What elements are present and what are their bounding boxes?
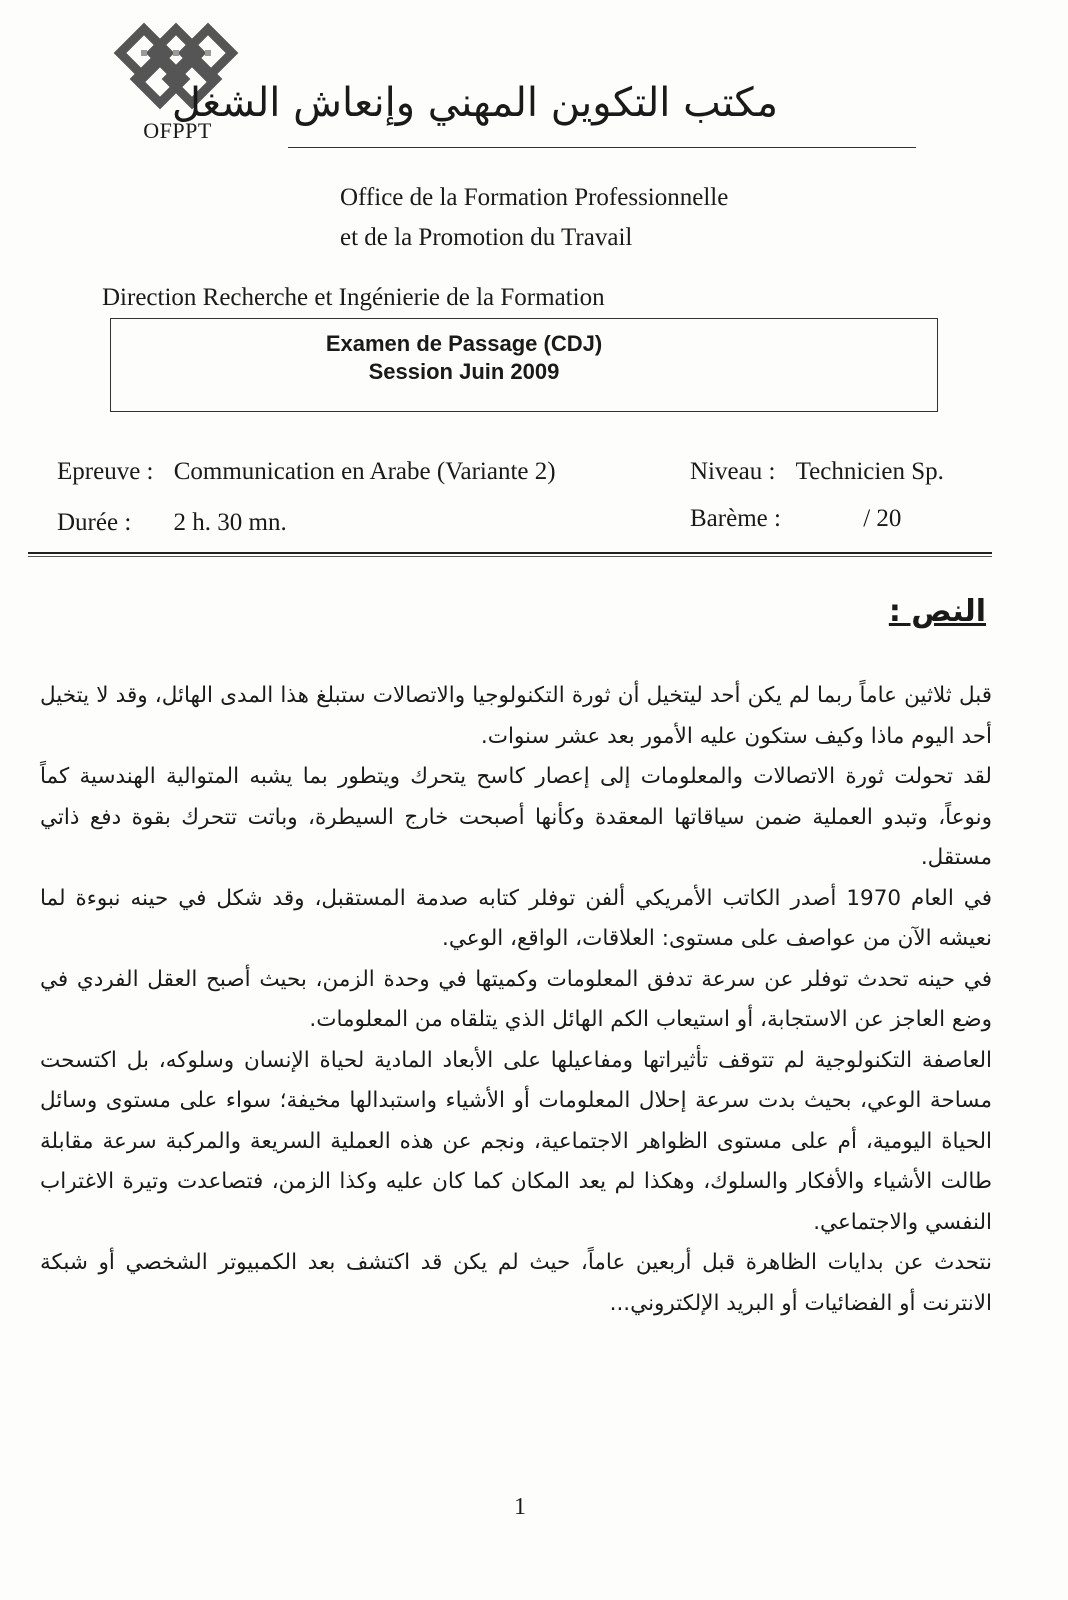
niveau-label: Niveau :	[690, 458, 776, 485]
bareme-value: / 20	[863, 505, 902, 532]
exam-title-box	[110, 318, 938, 412]
office-name-line-1: Office de la Formation Professionnelle	[340, 184, 729, 211]
paragraph: في حينه تحدث توفلر عن سرعة تدفق المعلومات وكميتها في وحدة الزمن، بحيث أصبح العقل الفردي في وضع العاجز عن الاستجابة، أو استيعاب الكم الهائل الذي يتلقاه من المعلومات.	[40, 966, 992, 1032]
exam-title: Examen de Passage (CDJ)	[325, 331, 603, 356]
paragraph: لقد تحولت ثورة الاتصالات والمعلومات إلى إعصار كاسح يتحرك ويتطور بما يشبه المتوالية الهندسية كماً ونوعاً، وتبدو العملية ضمن سياقاتها المعقدة وكأنها أصبحت خارج السيطرة، وباتت تتحرك بقوة دفع ذاتي مستقل.	[40, 764, 992, 870]
niveau-value: Technicien Sp.	[795, 458, 944, 485]
direction-title: Direction Recherche et Ingénierie de la Formation	[102, 284, 605, 311]
page-number: 1	[514, 1494, 526, 1520]
duree-row	[57, 509, 287, 537]
epreuve-label: Epreuve :	[57, 458, 154, 485]
paragraph: نتحدث عن بدايات الظاهرة قبل أربعين عاماً، حيث لم يكن قد اكتشف بعد الكمبيوتر الشخصي أو شبكة الانترنت أو الفضائيات أو البريد الإلكتروني...	[40, 1250, 992, 1316]
niveau-row	[690, 458, 944, 486]
epreuve-value: Communication en Arabe (Variante 2)	[173, 458, 556, 485]
paragraph: العاصفة التكنولوجية لم تتوقف تأثيراتها ومفاعيلها على الأبعاد المادية لحياة الإنسان وسلوكه، بل اكتسحت مساحة الوعي، بحيث بدت سرعة إحلال المعلومات أو الأشياء واستبدالها مخيفة؛ سواء على مستوى وسائل الحياة اليومية، أم على مستوى الظواهر الاجتماعية، ونجم عن هذه العملية السريعة والمركبة سرعة مقابلة طالت الأشياء والأفكار والسلوك، وهكذا لم يعد المكان كما كان عليه وكذا الزمن، فتصاعدت وتيرة الاغتراب النفسي والاجتماعي.	[40, 1047, 992, 1235]
office-name-arabic: مكتب التكوين المهني وإنعاش الشغل	[171, 80, 778, 126]
main-divider	[28, 552, 992, 557]
logo-text: OFPPT	[143, 118, 212, 143]
bareme-row	[690, 505, 901, 533]
duree-value: 2 h. 30 mn.	[173, 509, 287, 536]
bareme-label: Barème :	[690, 505, 781, 532]
text-body	[40, 676, 992, 1324]
epreuve-row	[57, 458, 556, 486]
duree-label: Durée :	[57, 509, 132, 536]
paragraph: قبل ثلاثين عاماً ربما لم يكن أحد ليتخيل أن ثورة التكنولوجيا والاتصالات ستبلغ هذا المدى الهائل، وقد لا يتخيل أحد اليوم ماذا وكيف ستكون عليه الأمور بعد عشر سنوات.	[40, 683, 992, 749]
exam-session: Session Juin 2009	[368, 359, 560, 384]
office-name-line-2: et de la Promotion du Travail	[340, 224, 633, 251]
paragraph: في العام 1970 أصدر الكاتب الأمريكي ألفن توفلر كتابه صدمة المستقبل، وقد شكل في حينه نبوءة لما نعيشه الآن من عواصف على مستوى: العلاقات، الواقع، الوعي.	[40, 885, 992, 951]
header-divider	[288, 147, 916, 148]
section-title: النص :	[888, 594, 986, 629]
office-name-french	[340, 178, 728, 258]
